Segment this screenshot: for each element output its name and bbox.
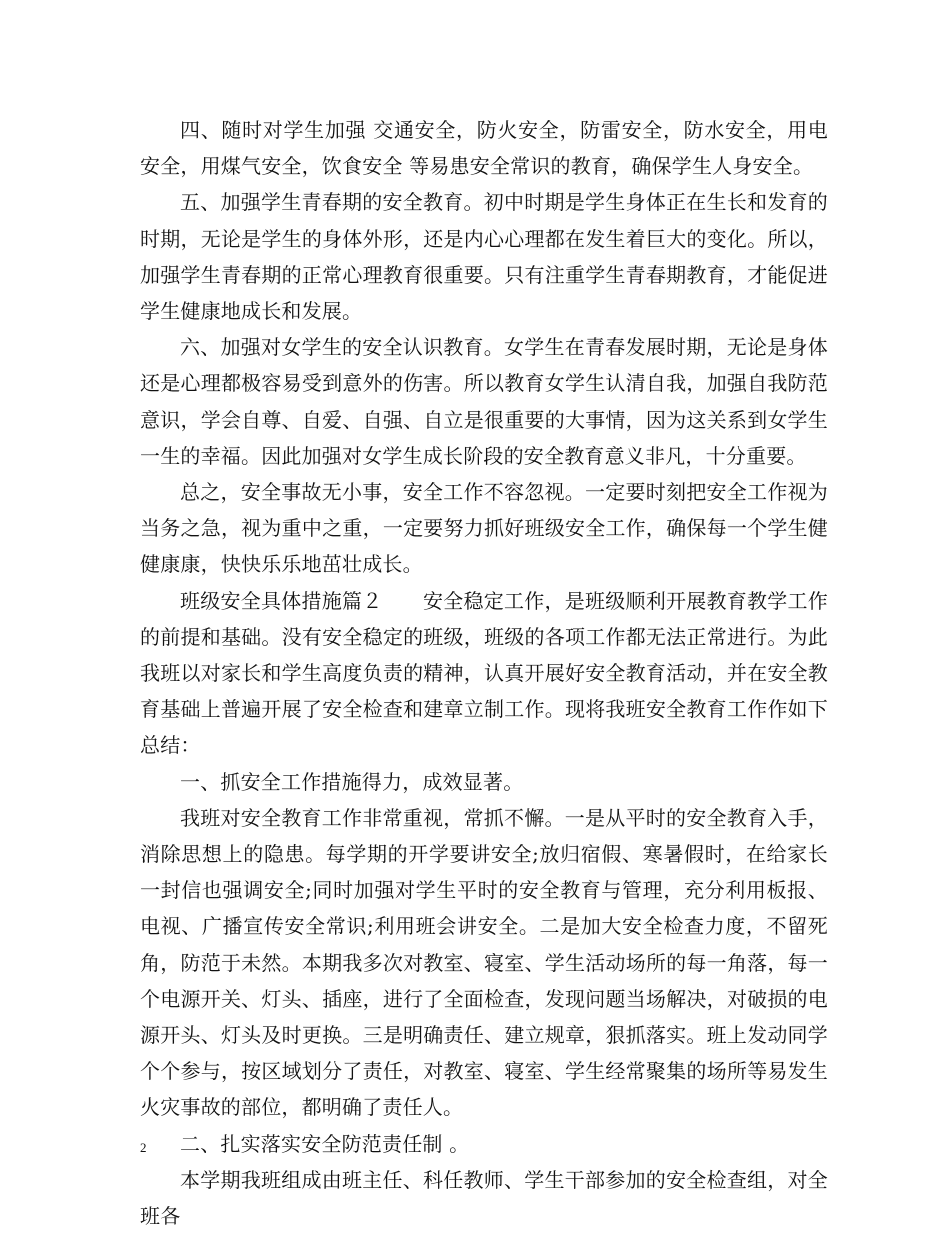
paragraph-inspection-group: 本学期我班组成由班主任、科任教师、学生干部参加的安全检查组，对全班各 xyxy=(140,1167,828,1229)
paragraph-measures-detail: 我班对安全教育工作非常重视，常抓不懈。一是从平时的安全教育入手，消除思想上的隐患。每学期的开学要讲安全;放归宿假、寒暑假时，在给家长一封信也强调安全;同时加强对学生平时的安全教育与管理，充分利用板报、电视、广播宣传安全常识;利用班会讲安全。二是加大安全检查力度，不留死角，防范于未然。本期我多次对教室、寝室、学生活动场所的每一角落，每一个电源开关、灯头、插座，进行了全面检查，发现问题当场解决，对破损的电源开头、灯头及时更换。三是明确责任、建立规章，狠抓落实。班上发动同学个个参与，按区域划分了责任，对教室、寝室、学生经常聚集的场所等易发生火灾事故的部位，都明确了责任人。 xyxy=(140,805,828,1120)
page-number: 2 xyxy=(140,1140,147,1155)
section-heading-responsibility: 二、扎实落实安全防范责任制 。 xyxy=(180,1131,470,1156)
paragraph-article-2-intro: 班级安全具体措施篇２ 安全稳定工作，是班级顺利开展教育教学工作的前提和基础。没有安全稳定的班级，班级的各项工作都无法正常进行。为此我班以对家长和学生高度负责的精神，认真开展好安全教育活动，并在安全教育基础上普遍开展了安全检查和建章立制工作。现将我班安全教育工作作如下总结： xyxy=(140,588,828,758)
paragraph-conclusion: 总之，安全事故无小事，安全工作不容忽视。一定要时刻把安全工作视为当务之急，视为重中之重，一定要努力抓好班级安全工作，确保每一个学生健健康康，快快乐乐地茁壮成长。 xyxy=(140,480,828,577)
paragraph-item-4-safety-education: 四、随时对学生加强 交通安全，防火安全，防雷安全，防水安全，用电安全，用煤气安全，饮食安全 等易患安全常识的教育，确保学生人身安全。 xyxy=(140,118,828,179)
section-heading-measures: 一、抓安全工作措施得力，成效显著。 xyxy=(180,769,524,794)
paragraph-item-6-female-student-safety: 六、加强对女学生的安全认识教育。女学生在青春发展时期，无论是身体还是心理都极容易受到意外的伤害。所以教育女学生认清自我，加强自我防范意识，学会自尊、自爱、自强、自立是很重要的大事情，因为这关系到女学生一生的幸福。因此加强对女学生成长阶段的安全教育意义非凡，十分重要。 xyxy=(140,335,828,468)
paragraph-item-5-adolescence-education: 五、加强学生青春期的安全教育。初中时期是学生身体正在生长和发育的时期，无论是学生的身体外形，还是内心心理都在发生着巨大的变化。所以，加强学生青春期的正常心理教育很重要。只有注重学生青春期教育，才能促进学生健康地成长和发展。 xyxy=(140,190,828,324)
document-body xyxy=(140,112,828,1234)
